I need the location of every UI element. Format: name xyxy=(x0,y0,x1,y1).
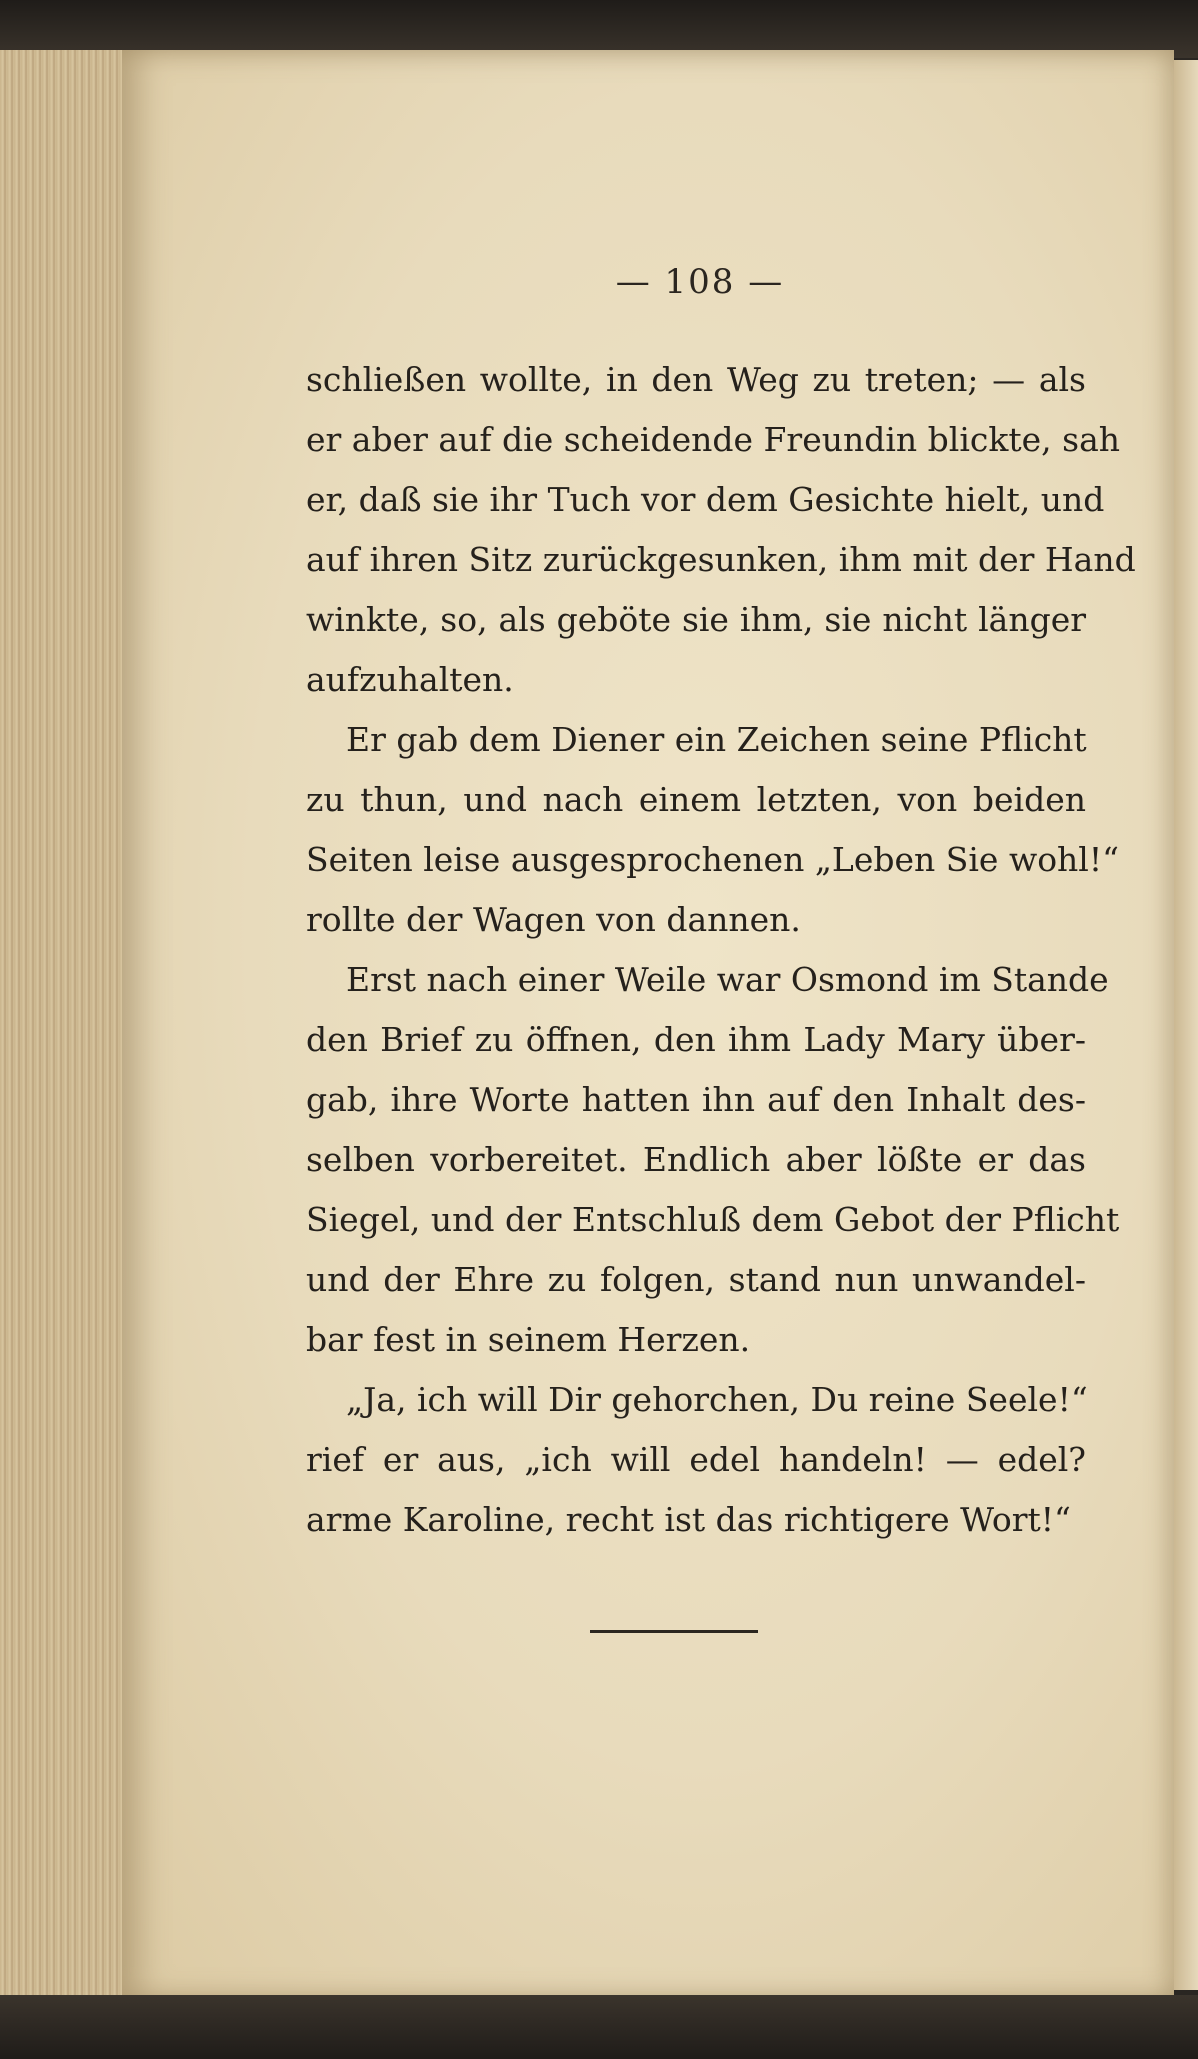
text-line: gab, ihre Worte hatten ihn auf den Inhalt des- xyxy=(306,1080,1086,1119)
text-line: Seiten leise ausgesprochenen „Leben Sie wohl!“ xyxy=(306,840,1119,879)
page-number: — 108 — xyxy=(615,262,785,302)
text-line: Siegel, und der Entschluß dem Gebot der Pflicht xyxy=(306,1200,1120,1239)
page-stack-edge xyxy=(0,50,137,2010)
text-line: auf ihren Sitz zurückgesunken, ihm mit der Hand xyxy=(306,540,1136,579)
text-line: zu thun, und nach einem letzten, von beiden xyxy=(306,780,1086,819)
text-line: arme Karoline, recht ist das richtigere Wort!“ xyxy=(306,1500,1071,1539)
text-line: selben vorbereitet. Endlich aber lößte er das xyxy=(306,1140,1086,1179)
text-line: den Brief zu öffnen, den ihm Lady Mary über- xyxy=(306,1020,1086,1059)
text-line: rief er aus, „ich will edel handeln! — edel? xyxy=(306,1440,1086,1479)
text-line: winkte, so, als geböte sie ihm, sie nicht länger xyxy=(306,600,1086,639)
text-line: er aber auf die scheidende Freundin blickte, sah xyxy=(306,420,1120,459)
text-line: und der Ehre zu folgen, stand nun unwandel- xyxy=(306,1260,1086,1299)
body-text xyxy=(306,350,1136,1550)
text-line: Er gab dem Diener ein Zeichen seine Pflicht xyxy=(346,720,1087,759)
section-divider xyxy=(590,1630,758,1633)
text-line: aufzuhalten. xyxy=(306,660,514,699)
facing-page-edge xyxy=(1174,60,1198,1990)
book-binding-bottom xyxy=(0,1995,1198,2059)
text-line: schließen wollte, in den Weg zu treten; — als xyxy=(306,360,1086,399)
text-line: rollte der Wagen von dannen. xyxy=(306,900,801,939)
text-line: er, daß sie ihr Tuch vor dem Gesichte hielt, und xyxy=(306,480,1105,519)
text-line: Erst nach einer Weile war Osmond im Stande xyxy=(346,960,1109,999)
text-line: bar fest in seinem Herzen. xyxy=(306,1320,751,1359)
text-line: „Ja, ich will Dir gehorchen, Du reine Seele!“ xyxy=(346,1380,1088,1419)
